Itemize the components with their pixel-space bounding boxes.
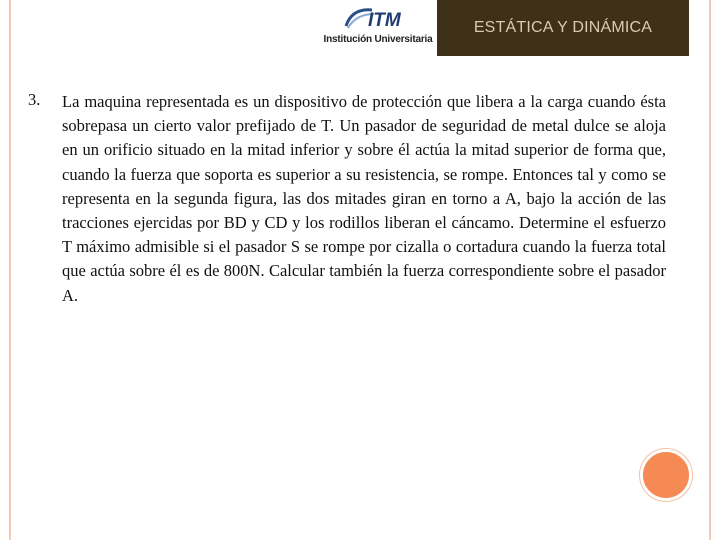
decorative-circle <box>640 449 692 501</box>
slide-frame-right <box>709 0 711 540</box>
logo-text: Institución Universitaria <box>323 34 433 45</box>
problem-number: 3. <box>28 90 41 109</box>
course-title-box <box>437 0 689 56</box>
itm-logo <box>322 2 434 50</box>
problem-statement: La maquina representada es un dispositivo de protección que libera a la carga cuando ésta sobrepasa un cierto valor prefijado de T. Un pasador de seguridad de metal dulce se aloja en un orificio situado en la mitad inferior y sobre él actúa la mitad superior de forma que, cuando la fuerza que soporta es superior a su resistencia, se rompe. Entonces tal y como se representa en la segunda figura, las dos mitades giran en torno a A, bajo la acción de las tracciones ejercidas por BD y CD y los rodillos liberan el cáncamo. Determine el esfuerzo T máximo admisible si el pasador S se rompe por cizalla o cortadura cuando la fuerza total que actúa sobre él es de 800N. Calcular también la fuerza correspondiente sobre el pasador A. <box>62 92 666 305</box>
course-title: ESTÁTICA Y DINÁMICA <box>473 19 653 36</box>
itm-logo-mark-icon <box>342 6 414 30</box>
slide-frame-left <box>9 0 11 540</box>
logo-mark-text: ITM <box>368 10 401 30</box>
